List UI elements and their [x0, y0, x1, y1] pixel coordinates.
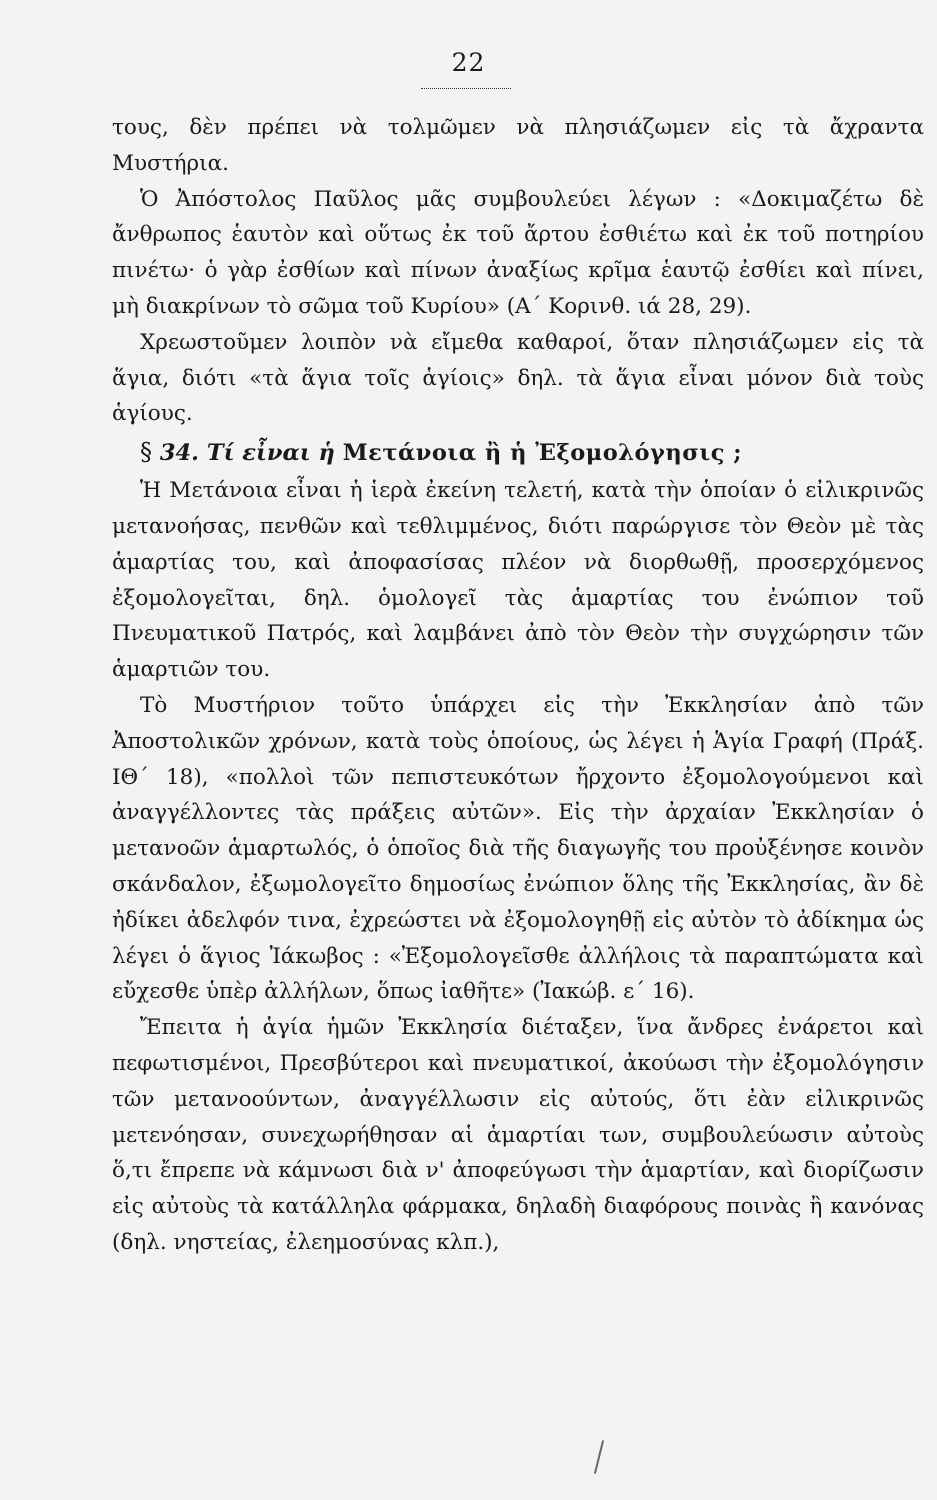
paragraph-continuation: τους, δὲν πρέπει νὰ τολμῶμεν νὰ πλησιάζωμεν εἰς τὰ ἄχραντα Μυστήρια.	[112, 115, 924, 176]
body-text	[112, 110, 924, 1261]
paragraph-definition: Ἡ Μετάνοια εἶναι ἡ ἱερὰ ἐκείνη τελετή, κατὰ τὴν ὁποίαν ὁ εἰλικρινῶς μετανοήσας, πενθῶν καὶ τεθλιμμένος, διότι παρώργισε τὸν Θεὸν μὲ τὰς ἁμαρτίας του, καὶ ἀποφασίσας πλέον νὰ διορθωθῇ, προσερχόμενος ἐξομολογεῖται, δηλ. ὁμολογεῖ τὰς ἁμαρτίας του ἐνώπιον τοῦ Πνευματικοῦ Πατρός, καὶ λαμβάνει ἀπὸ τὸν Θεὸν τὴν συγχώρησιν τῶν ἁμαρτιῶν του.	[112, 478, 924, 683]
section-symbol: §	[140, 438, 152, 467]
section-heading	[112, 432, 924, 473]
paragraph-presbyters: Ἔπειτα ἡ ἁγία ἡμῶν Ἐκκλησία διέταξεν, ἵνα ἄνδρες ἐνάρετοι καὶ πεφωτισμένοι, Πρεσβύτεροι καὶ πνευματικοί, ἀκούωσι τὴν ἐξομολόγησιν τῶν μετανοούντων, ἀναγγέλλωσιν εἰς αὐτούς, ὅτι ἐὰν εἰλικρινῶς μετενόησαν, συνεχωρήθησαν αἱ ἁμαρτίαι των, συμβουλεύωσιν αὐτοὺς ὅ,τι ἔπρεπε νὰ κάμνωσι διὰ ν' ἀποφεύγωσι τὴν ἁμαρτίαν, καὶ διορίζωσιν εἰς αὐτοὺς τὰ κατάλληλα φάρμακα, δηλαδὴ διαφόρους ποινὰς ἢ κανόνας (δηλ. νηστείας, ἐλεημοσύνας κλπ.),	[112, 1015, 924, 1255]
paragraph-purity: Χρεωστοῦμεν λοιπὸν νὰ εἴμεθα καθαροί, ὅταν πλησιάζωμεν εἰς τὰ ἅγια, διότι «τὰ ἅγια τοῖς ἁγίοις» δηλ. τὰ ἅγια εἶναι μόνον διὰ τοὺς ἁγίους.	[112, 329, 924, 427]
section-title-italic: Τί εἶναι ἡ	[206, 440, 335, 467]
paragraph-history: Τὸ Μυστήριον τοῦτο ὑπάρχει εἰς τὴν Ἐκκλησίαν ἀπὸ τῶν Ἀποστολικῶν χρόνων, κατὰ τοὺς ὁποίους, ὡς λέγει ἡ Ἁγία Γραφή (Πράξ. ΙΘ΄ 18), «πολλοὶ τῶν πεπιστευκότων ἤρχοντο ἐξομολογούμενοι καὶ ἀναγγέλλοντες τὰς πράξεις αὐτῶν». Εἰς τὴν ἀρχαίαν Ἐκκλησίαν ὁ μετανοῶν ἁμαρτωλός, ὁ ὁποῖος διὰ τῆς διαγωγῆς του προὐξένησε κοινὸν σκάνδαλον, ἐξωμολογεῖτο δημοσίως ἐνώπιον ὅλης τῆς Ἐκκλησίας, ἂν δὲ ἠδίκει ἀδελφόν τινα, ἐχρεώστει νὰ ἐξομολογηθῇ εἰς αὐτὸν τὸ ἀδίκημα ὡς λέγει ὁ ἅγιος Ἰάκωβος : «Ἐξομολογεῖσθε ἀλλήλοις τὰ παραπτώματα καὶ εὔχεσθε ὑπὲρ ἀλλήλων, ὅπως ἰαθῆτε» (Ἰακώβ. ε΄ 16).	[112, 692, 924, 1005]
section-number: 34.	[159, 440, 199, 467]
section-title-bold: Μετάνοια ἢ ἡ Ἐξομολόγησις ;	[342, 440, 743, 467]
stray-pen-mark	[594, 1440, 604, 1473]
paragraph-apostle-paul: Ὁ Ἀπόστολος Παῦλος μᾶς συμβουλεύει λέγων : «Δοκιμαζέτω δὲ ἄνθρωπος ἑαυτὸν καὶ οὕτως ἐκ τοῦ ἄρτου ἐσθιέτω καὶ ἐκ τοῦ ποτηρίου πινέτω· ὁ γὰρ ἐσθίων καὶ πίνων ἀναξίως κρῖμα ἑαυτῷ ἐσθίει καὶ πίνει, μὴ διακρίνων τὸ σῶμα τοῦ Κυρίου» (Α΄ Κορινθ. ιά 28, 29).	[112, 186, 924, 319]
page-number: 22	[451, 48, 486, 77]
page-number-rule	[421, 88, 511, 89]
